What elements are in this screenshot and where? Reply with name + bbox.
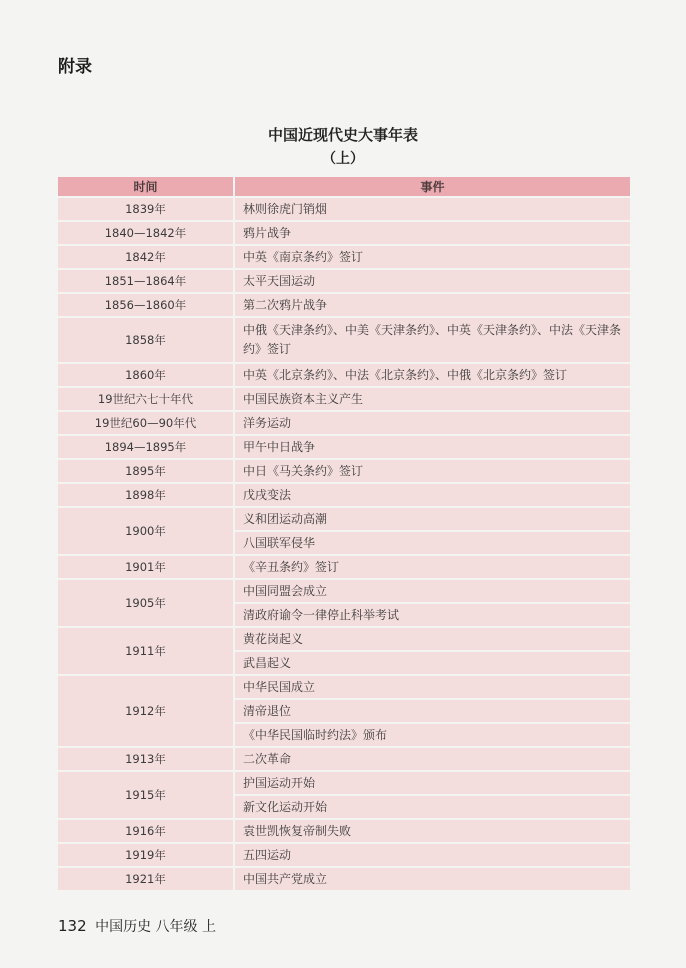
table-row bbox=[58, 483, 630, 507]
page-number: 132 bbox=[58, 917, 87, 935]
event-cell: 袁世凯恢复帝制失败 bbox=[234, 819, 630, 843]
event-cell: 太平天国运动 bbox=[234, 269, 630, 293]
time-cell: 1900年 bbox=[58, 507, 234, 555]
table-row bbox=[58, 411, 630, 435]
event-cell: 甲午中日战争 bbox=[234, 435, 630, 459]
time-cell: 1919年 bbox=[58, 843, 234, 867]
event-cell: 中国共产党成立 bbox=[234, 867, 630, 890]
table-row bbox=[58, 843, 630, 867]
time-cell: 1858年 bbox=[58, 317, 234, 363]
event-cell: 洋务运动 bbox=[234, 411, 630, 435]
event-cell: 护国运动开始 bbox=[234, 771, 630, 795]
table-row bbox=[58, 579, 630, 603]
table-row bbox=[58, 747, 630, 771]
page-footer bbox=[58, 916, 216, 936]
time-cell: 1898年 bbox=[58, 483, 234, 507]
event-cell: 中英《北京条约》、中法《北京条约》、中俄《北京条约》签订 bbox=[234, 363, 630, 387]
time-cell: 1915年 bbox=[58, 771, 234, 819]
event-cell: 清政府谕令一律停止科举考试 bbox=[234, 603, 630, 627]
table-body bbox=[58, 197, 630, 890]
event-cell: 中英《南京条约》签订 bbox=[234, 245, 630, 269]
event-cell: 清帝退位 bbox=[234, 699, 630, 723]
table-row bbox=[58, 555, 630, 579]
event-cell: 第二次鸦片战争 bbox=[234, 293, 630, 317]
time-cell: 1901年 bbox=[58, 555, 234, 579]
table-subtitle: （上） bbox=[322, 151, 364, 167]
table-row bbox=[58, 459, 630, 483]
time-cell: 19世纪六七十年代 bbox=[58, 387, 234, 411]
event-cell: 林则徐虎门销烟 bbox=[234, 197, 630, 221]
event-cell: 黄花岗起义 bbox=[234, 627, 630, 651]
time-cell: 1911年 bbox=[58, 627, 234, 675]
event-cell: 武昌起义 bbox=[234, 651, 630, 675]
time-cell: 1895年 bbox=[58, 459, 234, 483]
table-row bbox=[58, 675, 630, 699]
time-cell: 1842年 bbox=[58, 245, 234, 269]
event-cell: 八国联军侵华 bbox=[234, 531, 630, 555]
time-cell: 1860年 bbox=[58, 363, 234, 387]
time-cell: 1856—1860年 bbox=[58, 293, 234, 317]
table-row bbox=[58, 317, 630, 363]
event-cell: 鸦片战争 bbox=[234, 221, 630, 245]
table-row bbox=[58, 221, 630, 245]
header-row bbox=[58, 177, 630, 197]
time-cell: 1916年 bbox=[58, 819, 234, 843]
time-column-header: 时间 bbox=[58, 177, 234, 197]
table-row bbox=[58, 197, 630, 221]
table-row bbox=[58, 269, 630, 293]
time-cell: 19世纪60—90年代 bbox=[58, 411, 234, 435]
event-cell: 新文化运动开始 bbox=[234, 795, 630, 819]
table-row bbox=[58, 435, 630, 459]
event-cell: 义和团运动高潮 bbox=[234, 507, 630, 531]
table-row bbox=[58, 507, 630, 531]
table-row bbox=[58, 627, 630, 651]
time-cell: 1839年 bbox=[58, 197, 234, 221]
time-cell: 1851—1864年 bbox=[58, 269, 234, 293]
event-cell: 五四运动 bbox=[234, 843, 630, 867]
event-cell: 戊戌变法 bbox=[234, 483, 630, 507]
appendix-heading: 附录 bbox=[58, 57, 92, 77]
event-cell: 中华民国成立 bbox=[234, 675, 630, 699]
table-row bbox=[58, 245, 630, 269]
table-row bbox=[58, 363, 630, 387]
event-column-header: 事件 bbox=[234, 177, 630, 197]
time-cell: 1921年 bbox=[58, 867, 234, 890]
chronology-table bbox=[58, 177, 630, 890]
event-cell: 中国同盟会成立 bbox=[234, 579, 630, 603]
time-cell: 1912年 bbox=[58, 675, 234, 747]
event-cell: 中日《马关条约》签订 bbox=[234, 459, 630, 483]
event-cell: 中国民族资本主义产生 bbox=[234, 387, 630, 411]
table-row bbox=[58, 293, 630, 317]
time-cell: 1905年 bbox=[58, 579, 234, 627]
event-cell: 中俄《天津条约》、中美《天津条约》、中英《天津条约》、中法《天津条约》签订 bbox=[234, 317, 630, 363]
table-title: 中国近现代史大事年表 bbox=[267, 126, 418, 144]
event-cell: 二次革命 bbox=[234, 747, 630, 771]
table-row bbox=[58, 387, 630, 411]
book-title: 中国历史 八年级 上 bbox=[95, 919, 216, 935]
event-cell: 《中华民国临时约法》颁布 bbox=[234, 723, 630, 747]
table-row bbox=[58, 867, 630, 890]
event-cell: 《辛丑条约》签订 bbox=[234, 555, 630, 579]
time-cell: 1913年 bbox=[58, 747, 234, 771]
table-row bbox=[58, 819, 630, 843]
time-cell: 1894—1895年 bbox=[58, 435, 234, 459]
table-row bbox=[58, 771, 630, 795]
time-cell: 1840—1842年 bbox=[58, 221, 234, 245]
